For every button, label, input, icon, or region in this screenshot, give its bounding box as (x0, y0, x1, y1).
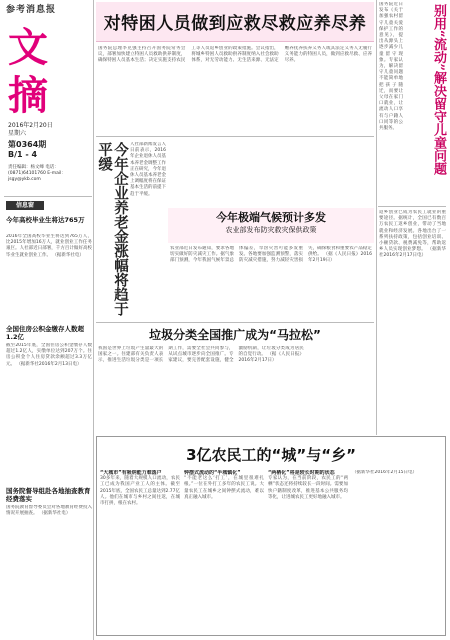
brief-title-2: 全国住房公积金缴存人数超1.2亿 (6, 325, 84, 341)
feature-heading-1: “大城市”有吸纳能力难落户 (100, 470, 162, 476)
feature-heading-3: “两栖化”将是较长时期的状态 (268, 470, 335, 476)
divider (4, 196, 92, 197)
issue-info (8, 140, 94, 160)
logo-char-1: 文 (8, 24, 48, 71)
section-label-info: 信息窗 (6, 201, 44, 210)
feature-body-3: 专家认为，在当前阶段，农民工的“两栖”状态还将持续较长一段时间。需要加快户籍制度改革，推进基本公共服务均等化，让进城农民工更好地融入城市。 (268, 476, 348, 500)
pension-article-body: 人社部新闻发言人日前表示，2016年企业退休人员基本养老金调整工作正在研究，今年退休人员基本养老金上调幅度将在保证基本生活的前提下趋于平缓。 (130, 142, 166, 197)
feature-title: 3亿农民工的“城”与“乡” (186, 446, 356, 464)
right-lower-source: （据新华社2016年2月17日电） (379, 247, 446, 259)
right-article-body: 国务院近日发布《关于加强农村留守儿童关爱保护工作的意见》，提出从源头上逐步减少儿童留守现象。专家认为，解决留守儿童问题不能简单地把孩子随迁，而要让父母在家门口就业，让流动人口享有与户籍人口同等的公共服务。 (379, 2, 403, 132)
garbage-text: 我国是世界上垃圾产生量最大的国家之一。住建部有关负责人表示，推进生活垃圾分类是一项长期工作，需要全社会共同参与，从试点城市逐步向全国推广。专家建议，要完善配套设施，健全激励机制，让垃圾分类成为居民的自觉行动。 (98, 346, 304, 364)
climate-subtitle: 农业部发布防灾救灾保供政策 (225, 226, 317, 234)
feature-body-2: “不能老这么‘打工’，在城里很难扎根。”一位在外打工多年的农民工说。大量农民工在城乡之间钟摆式流动，难以真正融入城市。 (184, 476, 264, 500)
climate-body (170, 246, 372, 310)
brief-title-1: 今年高校毕业生将达765万 (6, 216, 85, 224)
brief-source-1: （据新华社电） (52, 252, 84, 258)
column-divider (93, 0, 94, 640)
feature-body-1: 30多年来，随着大规模人口流动，农民工已成为我国产业工人的主体。截至2015年底，全国农民工总量达到2.77亿人。他们在城市与乡村之间往返，在城市打拼，根在农村。 (100, 476, 180, 507)
left-vertical-headline: 今年企业养老金涨幅将趋于平缓 (96, 142, 129, 316)
feature-column-3 (268, 470, 348, 632)
paper-name: 参考消息报 (6, 5, 57, 15)
brief-body-3 (6, 505, 92, 633)
editor-contact: 责任编辑：杨文峰 电话：(0871)64101760 E-mail：jsgy@ykb.com (8, 165, 66, 182)
brief-source-3: （据新华社电） (38, 511, 71, 517)
climate-text: 农业部近日发布通知，要求各地切实做好防灾减灾工作。据气象部门预测，今年我国气候年景总体偏差，旱涝灾害可能多发重发。各地要加强监测预警，落实防灾减灾措施，努力减轻灾害损失，确保粮食和重要农产品稳定供给。 (170, 246, 372, 264)
feature-column-1 (100, 470, 180, 632)
brief-text-2: 截至2015年底，全国住房公积金缴存人数超过1.2亿人，实缴单位达到207万个。住房公积金个人住房贷款余额超过3.3万亿元。 (6, 343, 92, 367)
feature-source: （据新华社2016年2月15日电） (352, 470, 418, 475)
right-lower-body (379, 210, 446, 432)
right-vertical-headline: 别用“流动”解决留守儿童问题 (431, 4, 446, 175)
feature-column-2 (184, 470, 264, 632)
brief-text-3: 国务院教育督导委员会对各地教育经费投入情况开展抽查。 (6, 505, 92, 517)
divider (96, 136, 374, 137)
date-line: 2016年2月20日 (8, 122, 53, 129)
section-logo (8, 24, 90, 120)
climate-source: （据《人民日报》2016年2月19日） (308, 252, 372, 264)
right-lower-text: 返乡创业已成为农民工就业的重要途径。据统计，全国已有数百万农民工返乡创业，带动了当地就业和经济发展。各地出台了一系列扶持政策，包括创业培训、小额贷款、税费减免等，帮助返乡人员实现创业梦想。 (379, 210, 446, 253)
page-range: B/1 - 4 (8, 150, 38, 159)
brief-title-3: 国务院督导组赴各地抽查教育经费落实 (6, 487, 91, 503)
feature-heading-2: 钟摆式流动的“半城镇化” (184, 470, 241, 476)
garbage-body (98, 346, 374, 430)
column-divider (376, 0, 377, 435)
logo-char-2: 摘 (8, 72, 48, 119)
main-article-body: 国务院总理李克强主持召开国务院常务会议，部署加快建立特困人员救助供养制度，确保特困人员基本生活；决定实施支持农民工等人员返乡创业的政策措施。会议指出，将城乡特困人员救助供养制度纳入社会救助体系，对无劳动能力、无生活来源、无法定赡养抚养扶养义务人或其法定义务人无履行义务能力的特困人员，做到应救尽救、应养尽养。 (98, 46, 372, 64)
divider (96, 322, 374, 323)
issue-date (8, 122, 94, 138)
brief-body-1 (6, 234, 92, 312)
issue-number: 第0364期 (8, 140, 47, 149)
garbage-source: （据《人民日报》2016年2月17日） (238, 352, 304, 364)
brief-text-1: 2016年全国高校毕业生将达到765万人，比2015年增加16万人，就业创业工作任务艰巨。人社部近日部署，千方百计做好高校毕业生就业创业工作。 (6, 234, 92, 258)
climate-title: 今年极端气候预计多发 (216, 211, 326, 224)
main-headline: 对特困人员做到应救尽救应养尽养 (103, 14, 367, 34)
garbage-title: 垃圾分类全国推广成为“马拉松” (149, 328, 321, 342)
feature-column-4 (352, 470, 442, 632)
divider (378, 206, 446, 207)
brief-source-2: （据新华社2016年2月13日电） (16, 361, 82, 367)
weekday: 星期六 (8, 130, 27, 137)
brief-body-2 (6, 343, 92, 431)
